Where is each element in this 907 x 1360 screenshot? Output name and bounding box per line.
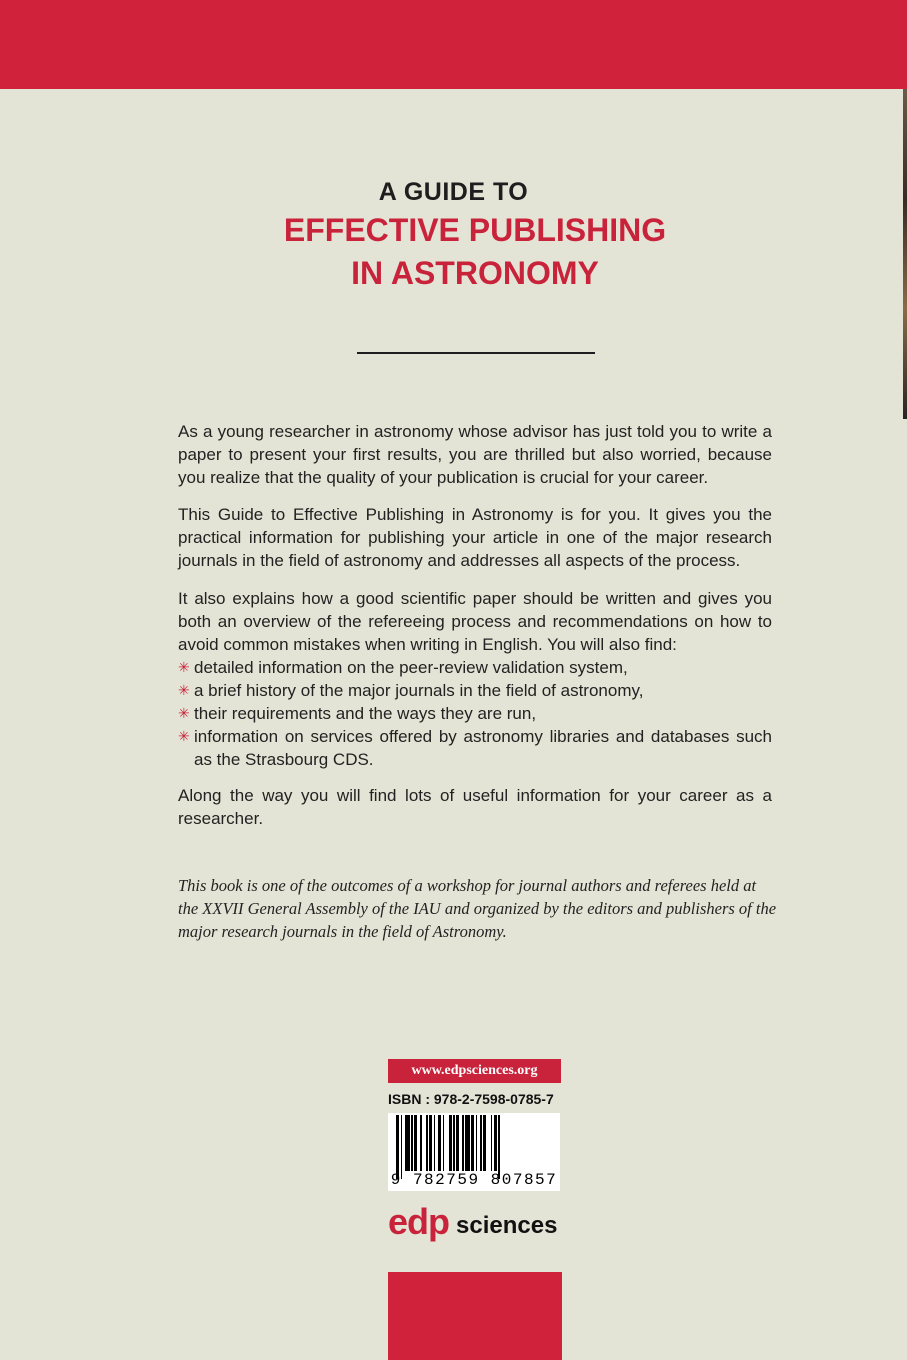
paragraph-2 xyxy=(178,503,772,572)
barcode-bar xyxy=(426,1115,428,1171)
title-divider xyxy=(357,352,595,354)
barcode-bar xyxy=(498,1115,500,1179)
barcode-bar xyxy=(456,1115,459,1171)
paragraph-1-text: As a young researcher in astronomy whose advisor has just told you to write a paper to present your first results, you are thrilled but also worried, because you realize that the quality of your publication is crucial for your career. xyxy=(178,422,772,487)
barcode-bar xyxy=(476,1115,478,1171)
list-item: ✳ detailed information on the peer-review validation system, xyxy=(178,658,628,677)
barcode xyxy=(388,1113,560,1191)
barcode-bar xyxy=(465,1115,470,1171)
barcode-bar xyxy=(396,1115,399,1179)
barcode-bar xyxy=(449,1115,452,1171)
asterisk-icon: ✳ xyxy=(178,682,190,698)
title-line-3: IN ASTRONOMY xyxy=(351,255,599,291)
edp-sciences-logo xyxy=(388,1201,568,1257)
isbn-label: ISBN : 978-2-7598-0785-7 xyxy=(388,1091,554,1107)
list-item: ✳ information on services offered by astronomy libraries and databases such as the Strasbourg CDS. xyxy=(178,727,772,769)
title-line-1: A GUIDE TO xyxy=(378,178,529,206)
asterisk-icon: ✳ xyxy=(178,705,190,721)
barcode-bar xyxy=(414,1115,417,1171)
workshop-note: This book is one of the outcomes of a workshop for journal authors and referees held at the XXVII General Assembly of the IAU and organized by the editors and publishers of the major research journals in the field of Astronomy. xyxy=(178,876,777,941)
top-red-band xyxy=(0,0,907,89)
barcode-bar xyxy=(494,1115,497,1171)
barcode-bar xyxy=(453,1115,455,1171)
barcode-bar xyxy=(411,1115,413,1171)
asterisk-icon: ✳ xyxy=(178,728,190,744)
barcode-number: 9 782759 807857 xyxy=(390,1171,558,1189)
barcode-bar xyxy=(434,1115,436,1171)
barcode-bar xyxy=(471,1115,474,1171)
barcode-bar xyxy=(483,1115,486,1171)
spine-edge xyxy=(903,89,907,419)
list-item: ✳ a brief history of the major journals in the field of astronomy, xyxy=(178,681,644,700)
paragraph-2-text: This Guide to Effective Publishing in Astronomy is for you. It gives you the practical information for publishing your article in one of the major research journals in the field of astronomy and addresses all aspects of the process. xyxy=(178,505,772,570)
logo-edp: edp xyxy=(388,1201,450,1242)
paragraph-4 xyxy=(178,784,772,830)
barcode-bar xyxy=(401,1115,403,1179)
barcode-bar xyxy=(429,1115,432,1171)
paragraph-1 xyxy=(178,420,772,489)
barcode-bar xyxy=(443,1115,445,1171)
publisher-url[interactable]: www.edpsciences.org xyxy=(388,1059,561,1083)
barcode-bar xyxy=(491,1115,493,1171)
barcode-bar xyxy=(462,1115,464,1171)
logo-sciences: sciences xyxy=(456,1212,558,1239)
title-line-2: EFFECTIVE PUBLISHING xyxy=(283,212,667,248)
paragraph-3-text: It also explains how a good scientific paper should be written and gives you both an overview of the refereeing process and recommendations on how to avoid common mistakes when writing in English. You will also find: xyxy=(178,589,772,654)
bottom-red-block xyxy=(388,1272,562,1360)
asterisk-icon: ✳ xyxy=(178,659,190,675)
paragraph-3 xyxy=(178,587,772,771)
list-item: ✳ their requirements and the ways they are run, xyxy=(178,704,537,723)
barcode-bar xyxy=(438,1115,441,1171)
paragraph-4-text: Along the way you will find lots of useful information for your career as a researcher. xyxy=(178,786,772,828)
barcode-bar xyxy=(405,1115,410,1171)
feature-list xyxy=(178,656,772,771)
barcode-bar xyxy=(480,1115,482,1171)
barcode-bar xyxy=(420,1115,422,1171)
